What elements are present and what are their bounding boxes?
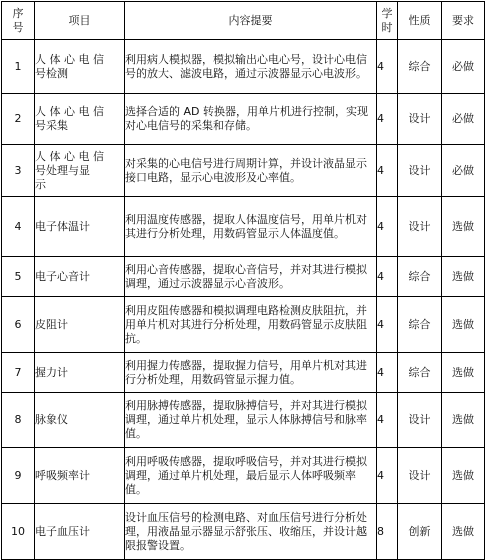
table-row xyxy=(2,197,485,257)
hours-value-cell xyxy=(377,197,398,257)
hours-value: 4 xyxy=(377,112,384,125)
project-name: 皮阻计 xyxy=(35,317,68,331)
nature-value: 设计 xyxy=(408,112,431,125)
hours-value-cell xyxy=(377,393,398,448)
project-name: 呼吸频率计 xyxy=(35,468,90,482)
requirement-value: 必做 xyxy=(452,163,474,177)
hours-value: 4 xyxy=(377,219,384,233)
table-row xyxy=(2,257,485,297)
content-summary-cell xyxy=(125,393,377,448)
requirement-value-cell xyxy=(442,145,485,197)
header-name xyxy=(35,2,125,40)
nature-value: 设计 xyxy=(408,468,431,482)
project-name-cell xyxy=(35,448,125,504)
content-summary-cell xyxy=(125,197,377,257)
hours-value: 8 xyxy=(377,524,384,538)
project-name: 脉象仪 xyxy=(35,413,68,426)
nature-value: 综合 xyxy=(408,269,431,283)
project-name: 电子血压计 xyxy=(35,524,90,538)
requirement-value: 选做 xyxy=(452,365,474,379)
nature-value-cell xyxy=(398,353,442,393)
header-hours-text: 学 时 xyxy=(381,6,393,34)
row-number: 3 xyxy=(14,163,22,177)
hours-value: 4 xyxy=(377,317,384,331)
hours-value-cell xyxy=(377,448,398,504)
hours-value: 4 xyxy=(377,413,384,426)
row-number: 2 xyxy=(14,112,22,125)
requirement-value-cell xyxy=(442,94,485,145)
project-name: 握力计 xyxy=(35,365,68,379)
row-number-cell xyxy=(2,393,35,448)
row-number-cell xyxy=(2,353,35,393)
row-number-cell xyxy=(2,297,35,353)
hours-value-cell xyxy=(377,94,398,145)
row-number: 4 xyxy=(14,219,22,233)
requirement-value: 选做 xyxy=(452,219,474,233)
nature-value-cell xyxy=(398,257,442,297)
content-summary-cell xyxy=(125,145,377,197)
requirement-value: 必做 xyxy=(452,112,474,125)
nature-value-cell xyxy=(398,393,442,448)
row-number-cell xyxy=(2,448,35,504)
header-no-text: 序 号 xyxy=(12,6,24,34)
experiment-table xyxy=(1,1,485,560)
project-name: 人 体 心 电 信 号处理与显 示 xyxy=(35,149,104,191)
row-number-cell xyxy=(2,145,35,197)
requirement-value: 选做 xyxy=(452,269,474,283)
nature-value-cell xyxy=(398,145,442,197)
header-hours xyxy=(377,2,398,40)
nature-value: 综合 xyxy=(408,317,431,331)
content-summary: 利用温度传感器，提取人体温度信号，用单片机对其进行分析处理，用数码管显示人体温度值。 xyxy=(125,212,367,240)
hours-value-cell xyxy=(377,297,398,353)
requirement-value: 选做 xyxy=(452,468,474,482)
row-number-cell xyxy=(2,94,35,145)
project-name: 人 体 心 电 信 号采集 xyxy=(35,105,104,132)
content-summary: 利用心音传感器，提取心音信号，并对其进行模拟调理，通过示波器显示心音波形。 xyxy=(125,262,367,290)
cropped-footer-line xyxy=(1,549,484,555)
table-row xyxy=(2,353,485,393)
project-name-cell xyxy=(35,353,125,393)
header-desc xyxy=(125,2,377,40)
nature-value-cell xyxy=(398,448,442,504)
project-name-cell xyxy=(35,297,125,353)
requirement-value-cell xyxy=(442,393,485,448)
nature-value-cell xyxy=(398,40,442,94)
nature-value-cell xyxy=(398,197,442,257)
nature-value: 设计 xyxy=(408,413,431,426)
header-req xyxy=(442,2,485,40)
header-req-text: 要求 xyxy=(452,13,474,27)
requirement-value: 必做 xyxy=(452,59,474,73)
table-row xyxy=(2,40,485,94)
nature-value: 设计 xyxy=(408,163,431,177)
project-name-cell xyxy=(35,40,125,94)
content-summary: 利用皮阻传感器和模拟调理电路检测皮肤阻抗，并用单片机对其进行分析处理，用数码管显示皮肤阻抗。 xyxy=(125,303,367,345)
requirement-value: 选做 xyxy=(452,317,474,331)
row-number: 9 xyxy=(14,468,22,482)
nature-value-cell xyxy=(398,94,442,145)
hours-value: 4 xyxy=(377,269,384,283)
requirement-value-cell xyxy=(442,448,485,504)
requirement-value-cell xyxy=(442,197,485,257)
hours-value: 4 xyxy=(377,365,384,379)
row-number-cell xyxy=(2,197,35,257)
hours-value-cell xyxy=(377,257,398,297)
header-name-text: 项目 xyxy=(68,13,91,27)
content-summary-cell xyxy=(125,94,377,145)
requirement-value-cell xyxy=(442,40,485,94)
project-name-cell xyxy=(35,393,125,448)
nature-value: 综合 xyxy=(408,59,431,73)
hours-value: 4 xyxy=(377,59,384,73)
table-row xyxy=(2,145,485,197)
content-summary: 利用呼吸传感器，提取呼吸信号，并对其进行模拟调理，通过单片机处理，最后显示人体呼吸频率值。 xyxy=(125,454,367,496)
header-nature-text: 性质 xyxy=(408,13,431,27)
header-no xyxy=(2,2,35,40)
content-summary-cell xyxy=(125,297,377,353)
content-summary-cell xyxy=(125,40,377,94)
project-name-cell xyxy=(35,197,125,257)
nature-value-cell xyxy=(398,297,442,353)
content-summary: 对采集的心电信号进行周期计算，并设计液晶显示接口电路，显示心电波形及心率值。 xyxy=(125,156,367,184)
table-row xyxy=(2,393,485,448)
requirement-value-cell xyxy=(442,297,485,353)
hours-value-cell xyxy=(377,40,398,94)
row-number: 5 xyxy=(14,269,22,283)
requirement-value: 选做 xyxy=(452,524,474,538)
row-number: 10 xyxy=(11,524,25,538)
header-nature xyxy=(398,2,442,40)
content-summary: 设计血压信号的检测电路、对血压信号进行分析处理，用液晶显示器显示舒张压、收缩压，并设计越限报警设置。 xyxy=(125,510,367,552)
content-summary-cell xyxy=(125,353,377,393)
nature-value: 设计 xyxy=(408,219,431,233)
requirement-value-cell xyxy=(442,353,485,393)
project-name: 人 体 心 电 信 号检测 xyxy=(35,52,104,80)
project-name-cell xyxy=(35,94,125,145)
hours-value-cell xyxy=(377,145,398,197)
row-number: 8 xyxy=(14,413,22,426)
row-number: 7 xyxy=(14,365,22,379)
nature-value: 综合 xyxy=(408,365,431,379)
nature-value: 创新 xyxy=(408,524,431,538)
table-row xyxy=(2,448,485,504)
header-desc-text: 内容提要 xyxy=(228,13,273,27)
table-row xyxy=(2,297,485,353)
hours-value: 4 xyxy=(377,468,384,482)
requirement-value-cell xyxy=(442,257,485,297)
project-name-cell xyxy=(35,257,125,297)
row-number-cell xyxy=(2,40,35,94)
content-summary: 利用病人模拟器，模拟输出心电心号，设计心电信号的放大、滤波电路，通过示波器显示心电波形。 xyxy=(125,52,367,80)
content-summary: 利用脉搏传感器，提取脉搏信号，并对其进行模拟调理，通过单片机处理，显示人体脉搏信号和脉率值。 xyxy=(125,399,367,440)
project-name: 电子体温计 xyxy=(35,219,90,233)
table-row xyxy=(2,94,485,145)
row-number: 6 xyxy=(14,317,22,331)
row-number-cell xyxy=(2,257,35,297)
content-summary: 利用握力传感器，提取握力信号，用单片机对其进行分析处理，用数码管显示握力值。 xyxy=(125,358,367,386)
row-number: 1 xyxy=(14,59,22,73)
hours-value: 4 xyxy=(377,163,384,177)
content-summary: 选择合适的 AD 转换器，用单片机进行控制，实现对心电信号的采集和存储。 xyxy=(125,105,368,132)
header-row xyxy=(2,2,485,40)
project-name-cell xyxy=(35,145,125,197)
requirement-value: 选做 xyxy=(452,413,474,426)
hours-value-cell xyxy=(377,353,398,393)
project-name: 电子心音计 xyxy=(35,269,90,283)
content-summary-cell xyxy=(125,257,377,297)
content-summary-cell xyxy=(125,448,377,504)
